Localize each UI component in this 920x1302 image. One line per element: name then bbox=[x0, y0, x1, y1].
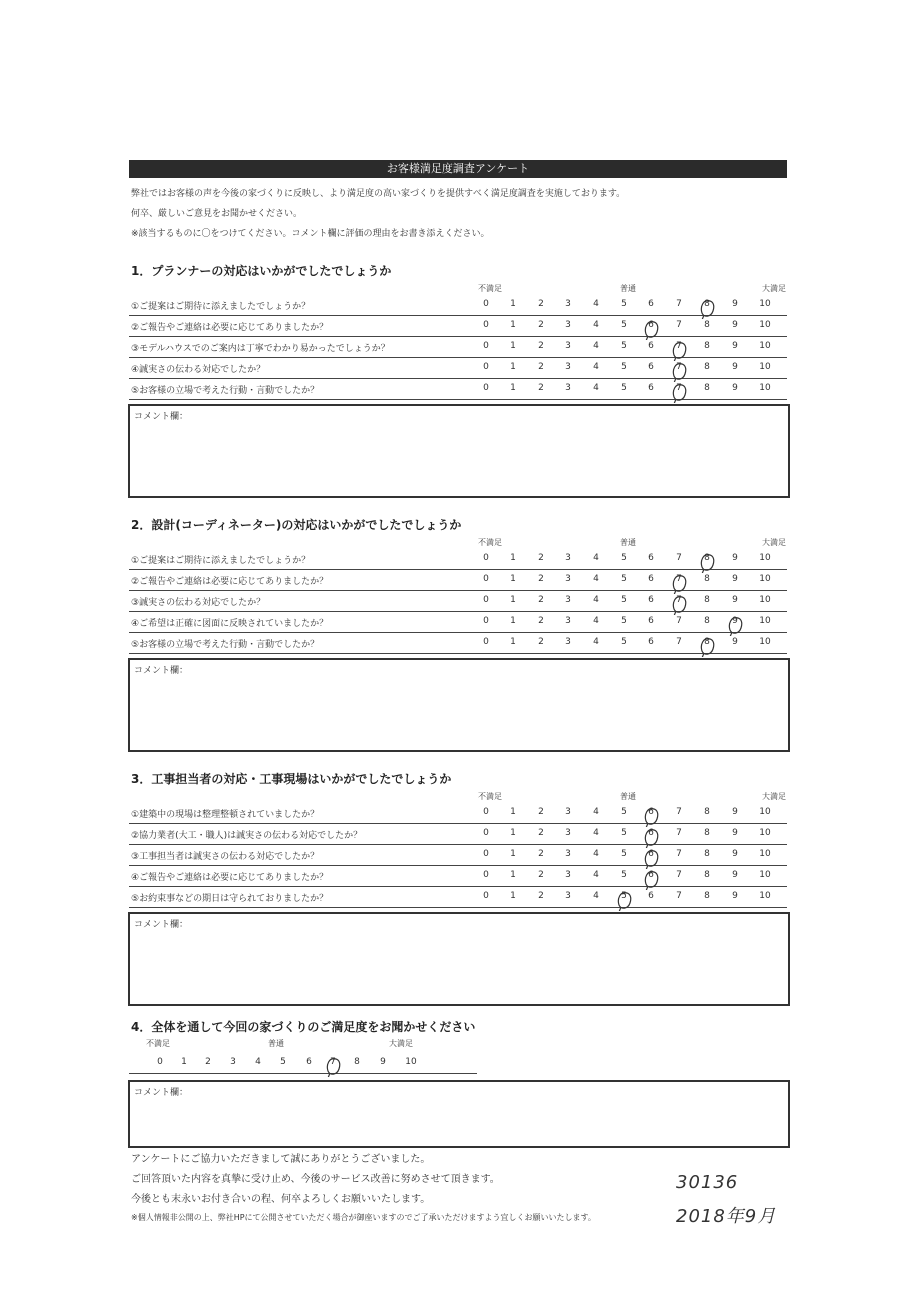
question-row bbox=[129, 887, 787, 908]
overall-scale-high: 大満足 bbox=[389, 1039, 413, 1048]
overall-scale-low: 不満足 bbox=[146, 1039, 170, 1048]
rating-option-6[interactable]: 6 bbox=[648, 362, 654, 372]
overall-option-6[interactable]: 6 bbox=[306, 1057, 312, 1067]
rating-option-9[interactable]: 9 bbox=[732, 828, 738, 838]
question-row bbox=[129, 358, 787, 379]
rating-option-10[interactable]: 10 bbox=[759, 637, 771, 647]
rating-option-3[interactable]: 3 bbox=[565, 553, 571, 563]
rating-option-1[interactable]: 1 bbox=[510, 299, 516, 309]
rating-option-10[interactable]: 10 bbox=[759, 362, 771, 372]
question-row bbox=[129, 824, 787, 845]
scale-label-low: 不満足 bbox=[478, 792, 502, 801]
rating-option-7[interactable]: 7 bbox=[676, 807, 682, 817]
overall-option-10[interactable]: 10 bbox=[405, 1057, 417, 1067]
rating-option-5[interactable]: 5 bbox=[621, 807, 627, 817]
rating-option-8[interactable]: 8 bbox=[704, 807, 710, 817]
rating-option-5[interactable]: 5 bbox=[621, 383, 627, 393]
question-text: ②ご報告やご連絡は必要に応じてありましたか？ bbox=[131, 323, 329, 333]
rating-option-4[interactable]: 4 bbox=[593, 891, 599, 901]
rating-option-3[interactable]: 3 bbox=[565, 849, 571, 859]
question-text: ③モデルハウスでのご案内は丁寧でわかり易かったでしょうか？ bbox=[131, 344, 390, 354]
overall-comment-box[interactable] bbox=[128, 1080, 790, 1148]
rating-option-10[interactable]: 10 bbox=[759, 807, 771, 817]
comment-label: コメント欄： bbox=[134, 412, 189, 422]
section-2-title: 2．設計(コーディネーター)の対応はいかがでしたでしょうか bbox=[131, 518, 462, 532]
rating-option-2[interactable]: 2 bbox=[538, 849, 544, 859]
rating-option-0[interactable]: 0 bbox=[483, 341, 489, 351]
rating-option-3[interactable]: 3 bbox=[565, 574, 571, 584]
overall-option-4[interactable]: 4 bbox=[255, 1057, 261, 1067]
question-row bbox=[129, 379, 787, 400]
rating-option-7[interactable]: 7 bbox=[676, 870, 682, 880]
rating-option-0[interactable]: 0 bbox=[483, 553, 489, 563]
rating-option-7[interactable]: 7 bbox=[669, 383, 689, 393]
rating-option-2[interactable]: 2 bbox=[538, 320, 544, 330]
rating-option-6[interactable]: 6 bbox=[648, 341, 654, 351]
rating-option-8[interactable]: 8 bbox=[704, 849, 710, 859]
rating-option-10[interactable]: 10 bbox=[759, 553, 771, 563]
rating-option-2[interactable]: 2 bbox=[538, 807, 544, 817]
rating-option-9[interactable]: 9 bbox=[725, 616, 745, 626]
rating-option-4[interactable]: 4 bbox=[593, 828, 599, 838]
rating-option-5[interactable]: 5 bbox=[621, 828, 627, 838]
rating-option-5[interactable]: 5 bbox=[621, 616, 627, 626]
rating-option-0[interactable]: 0 bbox=[483, 362, 489, 372]
rating-option-10[interactable]: 10 bbox=[759, 341, 771, 351]
rating-option-5[interactable]: 5 bbox=[621, 637, 627, 647]
rating-option-5[interactable]: 5 bbox=[621, 849, 627, 859]
rating-option-5[interactable]: 5 bbox=[621, 362, 627, 372]
rating-option-3[interactable]: 3 bbox=[565, 616, 571, 626]
overall-option-0[interactable]: 0 bbox=[157, 1057, 163, 1067]
rating-option-2[interactable]: 2 bbox=[538, 595, 544, 605]
rating-option-2[interactable]: 2 bbox=[538, 553, 544, 563]
answer-circle-mark bbox=[699, 637, 715, 657]
rating-option-0[interactable]: 0 bbox=[483, 849, 489, 859]
rating-option-10[interactable]: 10 bbox=[759, 595, 771, 605]
rating-option-5[interactable]: 5 bbox=[621, 574, 627, 584]
rating-option-8[interactable]: 8 bbox=[704, 383, 710, 393]
answer-circle-mark bbox=[616, 891, 632, 911]
rating-option-4[interactable]: 4 bbox=[593, 595, 599, 605]
rating-option-9[interactable]: 9 bbox=[732, 595, 738, 605]
question-text: ③誠実さの伝わる対応でしたか？ bbox=[131, 598, 266, 608]
rating-option-10[interactable]: 10 bbox=[759, 849, 771, 859]
handwritten-id: 30136 bbox=[676, 1172, 739, 1193]
question-text: ⑤お約束事などの期日は守られておりましたか？ bbox=[131, 894, 329, 904]
survey-title-bar bbox=[129, 160, 787, 178]
rating-option-8[interactable]: 8 bbox=[697, 553, 717, 563]
answer-circle-mark bbox=[325, 1057, 341, 1077]
rating-option-7[interactable]: 7 bbox=[669, 341, 689, 351]
rating-option-9[interactable]: 9 bbox=[732, 870, 738, 880]
rating-option-6[interactable]: 6 bbox=[648, 553, 654, 563]
scale-label-low: 不満足 bbox=[478, 284, 502, 293]
rating-option-9[interactable]: 9 bbox=[732, 807, 738, 817]
rating-option-7[interactable]: 7 bbox=[676, 849, 682, 859]
comment-label: コメント欄： bbox=[134, 920, 189, 930]
question-text: ④ご希望は正確に図面に反映されていましたか？ bbox=[131, 619, 329, 629]
footer-line-3: 今後とも末永いお付き合いの程、何卒よろしくお願いいたします。 bbox=[131, 1194, 431, 1205]
question-text: ②ご報告やご連絡は必要に応じてありましたか？ bbox=[131, 577, 329, 587]
question-row bbox=[129, 803, 787, 824]
rating-option-9[interactable]: 9 bbox=[732, 849, 738, 859]
rating-option-10[interactable]: 10 bbox=[759, 828, 771, 838]
question-row bbox=[129, 633, 787, 654]
rating-option-7[interactable]: 7 bbox=[676, 553, 682, 563]
rating-option-5[interactable]: 5 bbox=[621, 870, 627, 880]
section-4-title: 4．全体を通して今回の家づくりのご満足度をお聞かせください bbox=[131, 1020, 476, 1034]
footnote: ※個人情報非公開の上、弊社HPにて公開させていただく場合が御座いますのでご了承いただけますよう宜しくお願いいたします。 bbox=[131, 1213, 596, 1222]
rating-option-4[interactable]: 4 bbox=[593, 849, 599, 859]
rating-option-8[interactable]: 8 bbox=[704, 891, 710, 901]
overall-option-7[interactable]: 7 bbox=[323, 1057, 343, 1067]
rating-option-4[interactable]: 4 bbox=[593, 616, 599, 626]
rating-option-0[interactable]: 0 bbox=[483, 870, 489, 880]
rating-option-4[interactable]: 4 bbox=[593, 637, 599, 647]
rating-option-7[interactable]: 7 bbox=[669, 595, 689, 605]
scale-label-high: 大満足 bbox=[762, 538, 786, 547]
rating-option-3[interactable]: 3 bbox=[565, 320, 571, 330]
scale-label-low: 不満足 bbox=[478, 538, 502, 547]
overall-option-8[interactable]: 8 bbox=[354, 1057, 360, 1067]
rating-option-4[interactable]: 4 bbox=[593, 870, 599, 880]
rating-option-7[interactable]: 7 bbox=[676, 299, 682, 309]
comment-label: コメント欄： bbox=[134, 1088, 189, 1098]
intro-line-1: 弊社ではお客様の声を今後の家づくりに反映し、より満足度の高い家づくりを提供すべく満足度調査を実施しております。 bbox=[131, 189, 626, 199]
overall-option-3[interactable]: 3 bbox=[230, 1057, 236, 1067]
rating-option-1[interactable]: 1 bbox=[510, 616, 516, 626]
rating-option-1[interactable]: 1 bbox=[510, 870, 516, 880]
rating-option-6[interactable]: 6 bbox=[648, 299, 654, 309]
rating-option-4[interactable]: 4 bbox=[593, 553, 599, 563]
overall-option-2[interactable]: 2 bbox=[205, 1057, 211, 1067]
rating-option-4[interactable]: 4 bbox=[593, 299, 599, 309]
rating-option-6[interactable]: 6 bbox=[648, 595, 654, 605]
scale-label-mid: 普通 bbox=[620, 792, 636, 801]
rating-option-6[interactable]: 6 bbox=[641, 849, 661, 859]
rating-option-2[interactable]: 2 bbox=[538, 891, 544, 901]
rating-option-9[interactable]: 9 bbox=[732, 299, 738, 309]
rating-option-6[interactable]: 6 bbox=[648, 574, 654, 584]
rating-option-4[interactable]: 4 bbox=[593, 362, 599, 372]
rating-option-8[interactable]: 8 bbox=[704, 320, 710, 330]
rating-option-10[interactable]: 10 bbox=[759, 299, 771, 309]
question-row bbox=[129, 845, 787, 866]
overall-option-1[interactable]: 1 bbox=[181, 1057, 187, 1067]
rating-option-8[interactable]: 8 bbox=[704, 362, 710, 372]
rating-option-10[interactable]: 10 bbox=[759, 320, 771, 330]
rating-option-9[interactable]: 9 bbox=[732, 553, 738, 563]
intro-line-3: ※該当するものに〇をつけてください。コメント欄に評価の理由をお書き添えください。 bbox=[131, 229, 490, 239]
rating-option-9[interactable]: 9 bbox=[732, 362, 738, 372]
question-row bbox=[129, 316, 787, 337]
rating-option-3[interactable]: 3 bbox=[565, 807, 571, 817]
rating-option-0[interactable]: 0 bbox=[483, 828, 489, 838]
intro-line-2: 何卒、厳しいご意見をお聞かせください。 bbox=[131, 209, 303, 219]
rating-option-3[interactable]: 3 bbox=[565, 891, 571, 901]
rating-option-7[interactable]: 7 bbox=[669, 362, 689, 372]
rating-option-6[interactable]: 6 bbox=[648, 637, 654, 647]
question-text: ②協力業者(大工・職人)は誠実さの伝わる対応でしたか？ bbox=[131, 831, 363, 841]
section-1-title: 1．プランナーの対応はいかがでしたでしょうか bbox=[131, 264, 392, 278]
rating-option-2[interactable]: 2 bbox=[538, 362, 544, 372]
rating-option-0[interactable]: 0 bbox=[483, 807, 489, 817]
comment-label: コメント欄： bbox=[134, 666, 189, 676]
rating-option-3[interactable]: 3 bbox=[565, 299, 571, 309]
rating-option-7[interactable]: 7 bbox=[676, 828, 682, 838]
question-text: ①ご提案はご期待に添えましたでしょうか？ bbox=[131, 556, 311, 566]
rating-option-1[interactable]: 1 bbox=[510, 595, 516, 605]
rating-option-9[interactable]: 9 bbox=[732, 891, 738, 901]
rating-option-5[interactable]: 5 bbox=[621, 299, 627, 309]
rating-option-0[interactable]: 0 bbox=[483, 299, 489, 309]
scale-label-high: 大満足 bbox=[762, 792, 786, 801]
question-text: ①建築中の現場は整理整頓されていましたか？ bbox=[131, 810, 320, 820]
question-text: ④ご報告やご連絡は必要に応じてありましたか？ bbox=[131, 873, 329, 883]
rating-option-3[interactable]: 3 bbox=[565, 870, 571, 880]
rating-option-2[interactable]: 2 bbox=[538, 299, 544, 309]
question-text: ③工事担当者は誠実さの伝わる対応でしたか？ bbox=[131, 852, 320, 862]
rating-option-10[interactable]: 10 bbox=[759, 870, 771, 880]
rating-option-8[interactable]: 8 bbox=[704, 870, 710, 880]
survey-title: お客様満足度調査アンケート bbox=[386, 162, 530, 175]
question-row bbox=[129, 337, 787, 358]
rating-option-9[interactable]: 9 bbox=[732, 383, 738, 393]
rating-option-10[interactable]: 10 bbox=[759, 891, 771, 901]
rating-option-6[interactable]: 6 bbox=[648, 616, 654, 626]
rating-option-7[interactable]: 7 bbox=[676, 637, 682, 647]
question-row bbox=[129, 570, 787, 591]
rating-option-0[interactable]: 0 bbox=[483, 595, 489, 605]
rating-option-5[interactable]: 5 bbox=[621, 595, 627, 605]
question-row bbox=[129, 591, 787, 612]
question-text: ⑤お客様の立場で考えた行動・言動でしたか？ bbox=[131, 640, 320, 650]
rating-option-8[interactable]: 8 bbox=[704, 828, 710, 838]
rating-option-7[interactable]: 7 bbox=[676, 320, 682, 330]
rating-option-6[interactable]: 6 bbox=[641, 828, 661, 838]
rating-option-4[interactable]: 4 bbox=[593, 807, 599, 817]
rating-option-2[interactable]: 2 bbox=[538, 870, 544, 880]
rating-option-0[interactable]: 0 bbox=[483, 616, 489, 626]
rating-option-1[interactable]: 1 bbox=[510, 320, 516, 330]
rating-option-8[interactable]: 8 bbox=[704, 341, 710, 351]
overall-scale-mid: 普通 bbox=[268, 1039, 284, 1048]
rating-option-3[interactable]: 3 bbox=[565, 383, 571, 393]
rating-option-3[interactable]: 3 bbox=[565, 362, 571, 372]
rating-option-3[interactable]: 3 bbox=[565, 341, 571, 351]
rating-option-10[interactable]: 10 bbox=[759, 616, 771, 626]
comment-box[interactable] bbox=[128, 404, 790, 498]
rating-option-3[interactable]: 3 bbox=[565, 595, 571, 605]
rating-option-6[interactable]: 6 bbox=[641, 320, 661, 330]
rating-option-6[interactable]: 6 bbox=[648, 891, 654, 901]
rating-option-10[interactable]: 10 bbox=[759, 574, 771, 584]
rating-option-7[interactable]: 7 bbox=[676, 616, 682, 626]
rating-option-5[interactable]: 5 bbox=[614, 891, 634, 901]
rating-option-1[interactable]: 1 bbox=[510, 849, 516, 859]
rating-option-7[interactable]: 7 bbox=[669, 574, 689, 584]
rating-option-2[interactable]: 2 bbox=[538, 616, 544, 626]
comment-box[interactable] bbox=[128, 912, 790, 1006]
rating-option-6[interactable]: 6 bbox=[641, 807, 661, 817]
question-text: ⑤お客様の立場で考えた行動・言動でしたか？ bbox=[131, 386, 320, 396]
question-row bbox=[129, 612, 787, 633]
rating-option-8[interactable]: 8 bbox=[704, 574, 710, 584]
rating-option-8[interactable]: 8 bbox=[704, 595, 710, 605]
rating-option-0[interactable]: 0 bbox=[483, 637, 489, 647]
overall-option-5[interactable]: 5 bbox=[280, 1057, 286, 1067]
rating-option-8[interactable]: 8 bbox=[697, 637, 717, 647]
section-3-title: 3．工事担当者の対応・工事現場はいかがでしたでしょうか bbox=[131, 772, 452, 786]
rating-option-1[interactable]: 1 bbox=[510, 574, 516, 584]
rating-option-1[interactable]: 1 bbox=[510, 383, 516, 393]
rating-option-9[interactable]: 9 bbox=[732, 574, 738, 584]
rating-option-7[interactable]: 7 bbox=[676, 891, 682, 901]
scale-label-mid: 普通 bbox=[620, 538, 636, 547]
rating-option-8[interactable]: 8 bbox=[704, 616, 710, 626]
rating-option-1[interactable]: 1 bbox=[510, 341, 516, 351]
scale-label-mid: 普通 bbox=[620, 284, 636, 293]
rating-option-8[interactable]: 8 bbox=[697, 299, 717, 309]
rating-option-5[interactable]: 5 bbox=[621, 553, 627, 563]
footer-line-1: アンケートにご協力いただきまして誠にありがとうございました。 bbox=[131, 1154, 431, 1165]
question-text: ④誠実さの伝わる対応でしたか？ bbox=[131, 365, 266, 375]
rating-option-6[interactable]: 6 bbox=[641, 870, 661, 880]
rating-option-9[interactable]: 9 bbox=[732, 341, 738, 351]
handwritten-date: 2018年9月 bbox=[676, 1206, 777, 1227]
rating-option-2[interactable]: 2 bbox=[538, 341, 544, 351]
rating-option-4[interactable]: 4 bbox=[593, 341, 599, 351]
answer-circle-mark bbox=[671, 383, 687, 403]
rating-option-1[interactable]: 1 bbox=[510, 807, 516, 817]
overall-rating-row bbox=[129, 1053, 477, 1074]
rating-option-1[interactable]: 1 bbox=[510, 828, 516, 838]
question-row bbox=[129, 295, 787, 316]
rating-option-2[interactable]: 2 bbox=[538, 574, 544, 584]
rating-option-2[interactable]: 2 bbox=[538, 637, 544, 647]
rating-option-3[interactable]: 3 bbox=[565, 828, 571, 838]
comment-box[interactable] bbox=[128, 658, 790, 752]
rating-option-5[interactable]: 5 bbox=[621, 341, 627, 351]
rating-option-0[interactable]: 0 bbox=[483, 320, 489, 330]
rating-option-1[interactable]: 1 bbox=[510, 637, 516, 647]
footer-line-2: ご回答頂いた内容を真摯に受け止め、今後のサービス改善に努めさせて頂きます。 bbox=[131, 1174, 500, 1185]
rating-option-4[interactable]: 4 bbox=[593, 383, 599, 393]
rating-option-4[interactable]: 4 bbox=[593, 320, 599, 330]
overall-option-9[interactable]: 9 bbox=[380, 1057, 386, 1067]
rating-option-2[interactable]: 2 bbox=[538, 828, 544, 838]
rating-option-10[interactable]: 10 bbox=[759, 383, 771, 393]
rating-option-2[interactable]: 2 bbox=[538, 383, 544, 393]
rating-option-1[interactable]: 1 bbox=[510, 362, 516, 372]
question-text: ①ご提案はご期待に添えましたでしょうか？ bbox=[131, 302, 311, 312]
rating-option-1[interactable]: 1 bbox=[510, 553, 516, 563]
scale-label-high: 大満足 bbox=[762, 284, 786, 293]
rating-option-1[interactable]: 1 bbox=[510, 891, 516, 901]
rating-option-0[interactable]: 0 bbox=[483, 891, 489, 901]
rating-option-4[interactable]: 4 bbox=[593, 574, 599, 584]
rating-option-9[interactable]: 9 bbox=[732, 637, 738, 647]
rating-option-5[interactable]: 5 bbox=[621, 320, 627, 330]
rating-option-3[interactable]: 3 bbox=[565, 637, 571, 647]
rating-option-0[interactable]: 0 bbox=[483, 574, 489, 584]
rating-option-0[interactable]: 0 bbox=[483, 383, 489, 393]
rating-option-9[interactable]: 9 bbox=[732, 320, 738, 330]
question-row bbox=[129, 866, 787, 887]
rating-option-6[interactable]: 6 bbox=[648, 383, 654, 393]
question-row bbox=[129, 549, 787, 570]
